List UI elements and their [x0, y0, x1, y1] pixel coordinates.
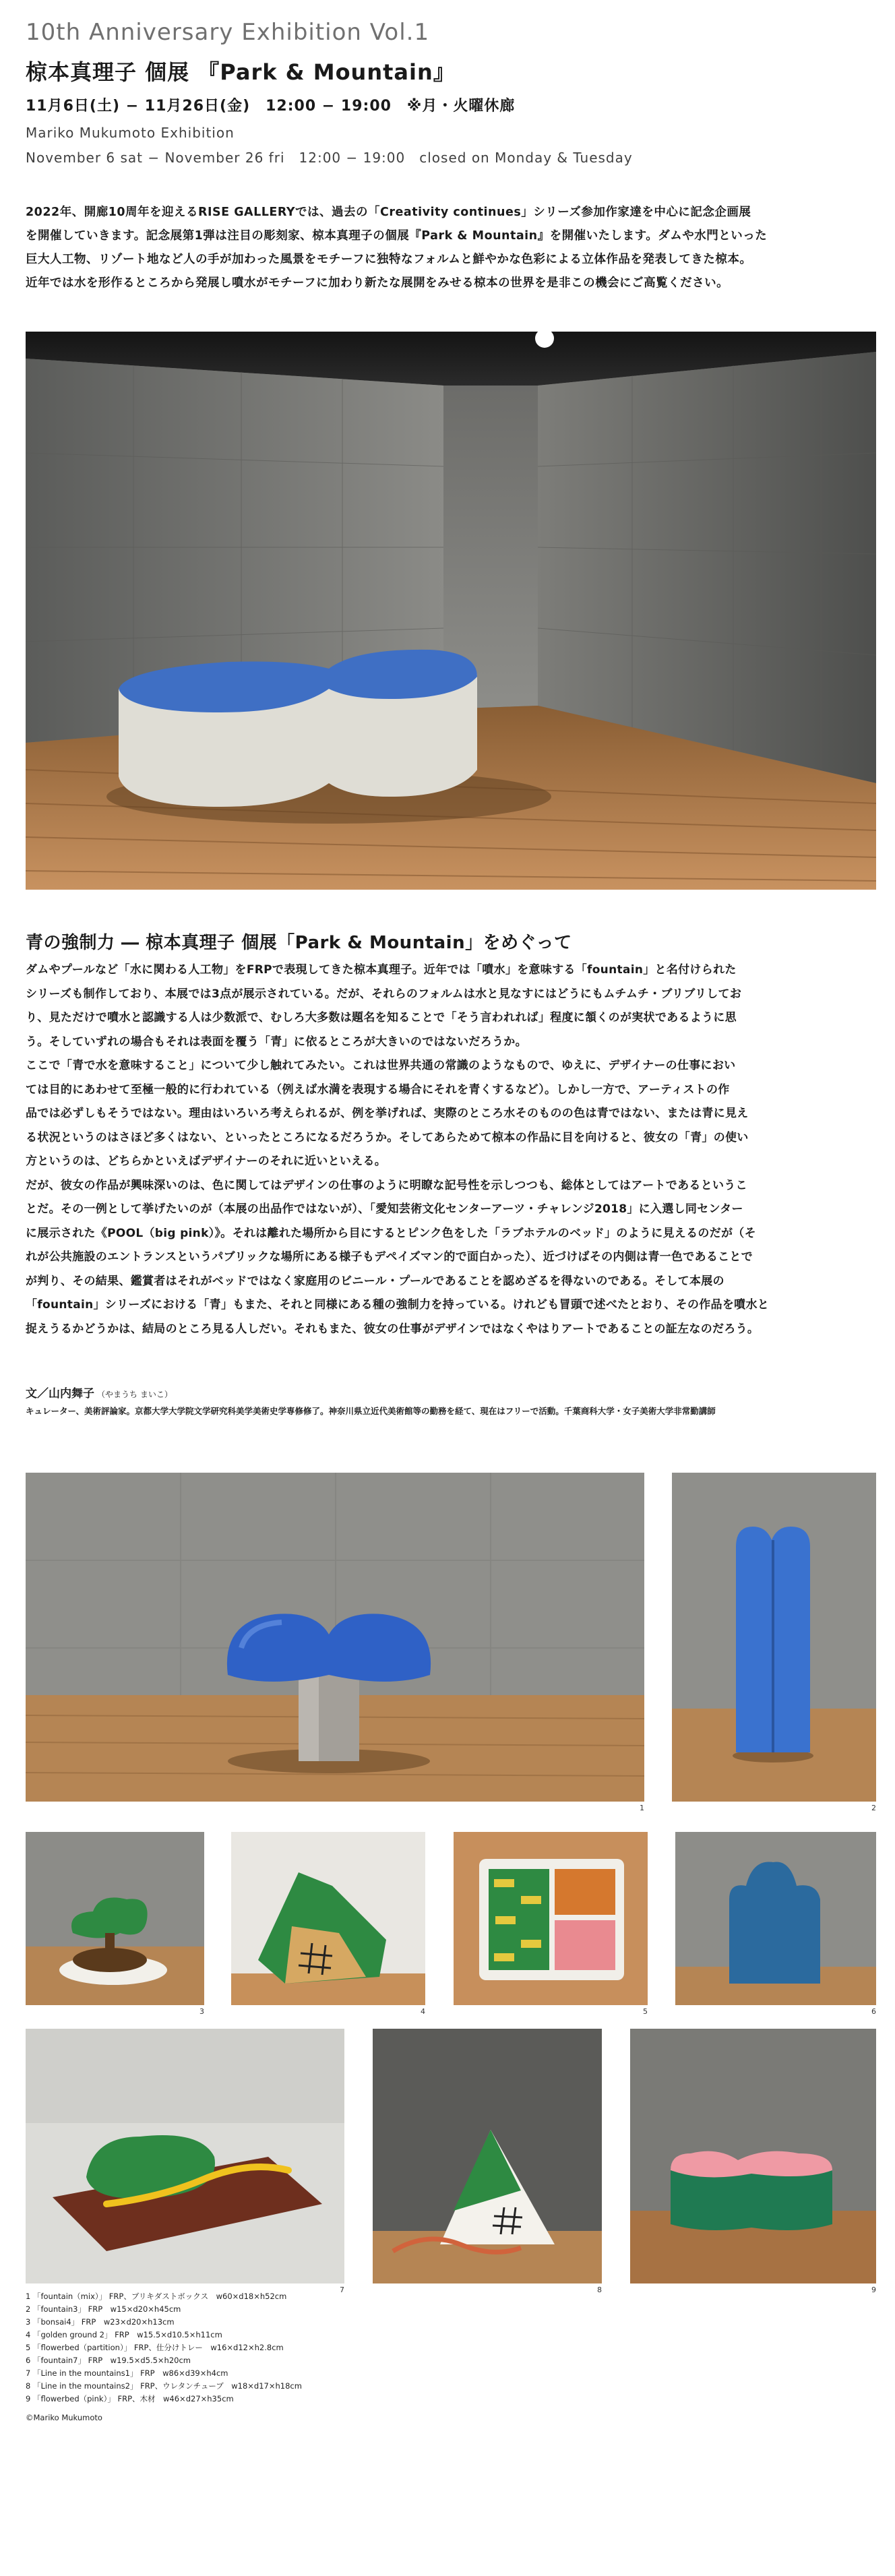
figure-number: 8	[597, 2286, 602, 2294]
essay-line: う。そしていずれの場合もそれは表面を覆う「青」に依るところが大きいのではないだろうか。	[26, 1035, 527, 1049]
artwork-photo-3	[26, 1832, 204, 2005]
exhibition-title: 椋本真理子 個展 『Park & Mountain』	[26, 59, 456, 85]
artwork-photo-2	[672, 1473, 876, 1802]
essay-line: に展示された《POOL（big pink）》。それは離れた場所から目にするとピンク色をした「ラブホテルのベッド」のように見えるのだが（そ	[26, 1226, 756, 1240]
artwork-photo-1	[26, 1473, 644, 1802]
intro-line: 2022年、開廊10周年を迎えるRISE GALLERYでは、過去の「Creativity continues」シリーズ参加作家達を中心に記念企画展	[26, 206, 751, 219]
exhibition-dates: 11月6日(土) − 11月26日(金) 12:00 − 19:00 ※月・火曜休廊	[26, 98, 516, 115]
essay-line: が判り、その結果、鑑賞者はそれがベッドではなく家庭用のビニール・プールであることを認めざるを得ないのである。そして本展の	[26, 1274, 724, 1288]
intro-line: 巨大人工物、リゾート地など人の手が加わった風景をモチーフに独特なフォルムと鮮やかな色彩による立体作品を発表してきた椋本。	[26, 253, 752, 266]
essay-line: とだ。その一例として挙げたいのが（本展の出品作ではないが）、「愛知芸術文化センターアーツ・チャレンジ2018」に入選し同センター	[26, 1202, 743, 1216]
copyright-credit: ©Mariko Mukumoto	[26, 2413, 102, 2422]
figure-number: 5	[643, 2007, 648, 2016]
figure-number: 4	[421, 2007, 425, 2016]
intro-text	[26, 201, 875, 295]
essay-line: 「fountain」シリーズにおける「青」もまた、それと同様にある種の強制力を持っている。けれども冒頭で述べたとおり、その作品を噴水と	[26, 1298, 770, 1312]
essay-title: 青の強制力 ― 椋本真理子 個展「Park & Mountain」をめぐって	[26, 933, 572, 953]
essay-line: ここで「青で水を意味すること」について少し触れてみたい。これは世界共通の常識のようなもので、ゆえに、デザイナーの仕事におい	[26, 1059, 736, 1072]
caption-line: 4 「golden ground 2」 FRP w15.5×d10.5×h11cm	[26, 2330, 222, 2339]
artwork-photo-4	[231, 1832, 425, 2005]
essay-line: 方というのは、どちらかといえばデザイナーのそれに近いといえる。	[26, 1155, 387, 1168]
figure-number: 1	[640, 1804, 644, 1812]
figure-number: 2	[871, 1804, 876, 1812]
intro-line: 近年では水を形作るところから発展し噴水がモチーフに加わり新たな展開をみせる椋本の世界を是非この機会にご高覧ください。	[26, 276, 729, 290]
artwork-photo-8	[373, 2029, 602, 2283]
essay-line: 捉えうるかどうかは、結局のところ見る人しだい。それもまた、彼女の仕事がデザインではなくやはりアートであることの証左なのだろう。	[26, 1322, 760, 1336]
figure-number: 7	[340, 2286, 344, 2294]
artwork-captions	[26, 2290, 302, 2405]
essay-line: 品では必ずしもそうではない。理由はいろいろ考えられるが、例を挙げれば、実際のところ水そのものの色は青ではない、または青に見え	[26, 1107, 749, 1120]
caption-line: 1 「fountain（mix）」 FRP、ブリキダストボックス w60×d18×h52cm	[26, 2292, 287, 2301]
caption-line: 3 「bonsai4」 FRP w23×d20×h13cm	[26, 2317, 175, 2327]
caption-line: 9 「flowerbed（pink）」 FRP、木材 w46×d27×h35cm	[26, 2394, 234, 2403]
author-name-kana: （やまうち まいこ）	[97, 1390, 173, 1399]
essay-line: る状況というのはさほど多くはない、といったところになるだろうか。そしてあらためて椋本の作品に目を向けると、彼女の「青」の使い	[26, 1130, 749, 1144]
intro-line: を開催していきます。記念展第1弾は注目の彫刻家、椋本真理子の個展『Park & Mountain』を開催いたします。ダムや水門といった	[26, 229, 768, 243]
essay-line: シリーズも制作しており、本展では3点が展示されている。だが、それらのフォルムは水と見なすにはどうにもムチムチ・ブリブリしてお	[26, 987, 742, 1001]
essay-body	[26, 958, 876, 1341]
artwork-photo-9	[630, 2029, 876, 2283]
essay-line: ては目的にあわせて至極一般的に行われている（例えば水満を表現する場合にそれを青くするなど）。しかし一方で、アーティストの作	[26, 1082, 730, 1097]
caption-line: 5 「flowerbed（partition）」 FRP、仕分けトレー w16×d12×h2.8cm	[26, 2343, 284, 2352]
artwork-photo-6	[675, 1832, 876, 2005]
artwork-photo-5	[454, 1832, 648, 2005]
caption-line: 8 「Line in the mountains2」 FRP、ウレタンチューブ w18×d17×h18cm	[26, 2381, 302, 2391]
exhibition-title-en: Mariko Mukumoto Exhibition	[26, 125, 235, 141]
figure-number: 9	[871, 2286, 876, 2294]
essay-line: り、見ただけで噴水と認識する人は少数派で、むしろ大多数は題名を知ることで「そう言われれば」程度に頷くのが実状であるように思	[26, 1011, 737, 1024]
caption-line: 6 「fountain7」 FRP w19.5×d5.5×h20cm	[26, 2356, 191, 2365]
author-bio: キュレーター、美術評論家。京都大学大学院文学研究科美学美術史学専修修了。神奈川県立近代美術館等の勤務を経て、現在はフリーで活動。千葉商科大学・女子美術大学非常勤講師	[26, 1406, 716, 1416]
artwork-photo-7	[26, 2029, 344, 2283]
essay-line: れが公共施設のエントランスというパブリックな場所にある様子もデペイズマン的で面白かった）、近づけばその内側は青一色であることで	[26, 1250, 753, 1264]
essay-line: だが、彼女の作品が興味深いのは、色に関してはデザインの仕事のように明瞭な記号性を示しつつも、総体としてはアートであるというこ	[26, 1178, 747, 1192]
essay-line: ダムやプールなど「水に関わる人工物」をFRPで表現してきた椋本真理子。近年では「噴水」を意味する「fountain」と名付けられた	[26, 963, 737, 977]
caption-line: 2 「fountain3」 FRP w15×d20×h45cm	[26, 2304, 181, 2314]
caption-line: 7 「Line in the mountains1」 FRP w86×d39×h4cm	[26, 2368, 228, 2378]
author-name: 文／山内舞子	[26, 1387, 94, 1401]
installation-photo	[26, 332, 876, 890]
exhibition-dates-en: November 6 sat − November 26 fri 12:00 − 19:00 closed on Monday & Tuesday	[26, 150, 633, 166]
figure-number: 3	[199, 2007, 204, 2016]
essay-author	[26, 1384, 173, 1401]
exhibition-series-label: 10th Anniversary Exhibition Vol.1	[26, 19, 430, 46]
figure-number: 6	[871, 2007, 876, 2016]
